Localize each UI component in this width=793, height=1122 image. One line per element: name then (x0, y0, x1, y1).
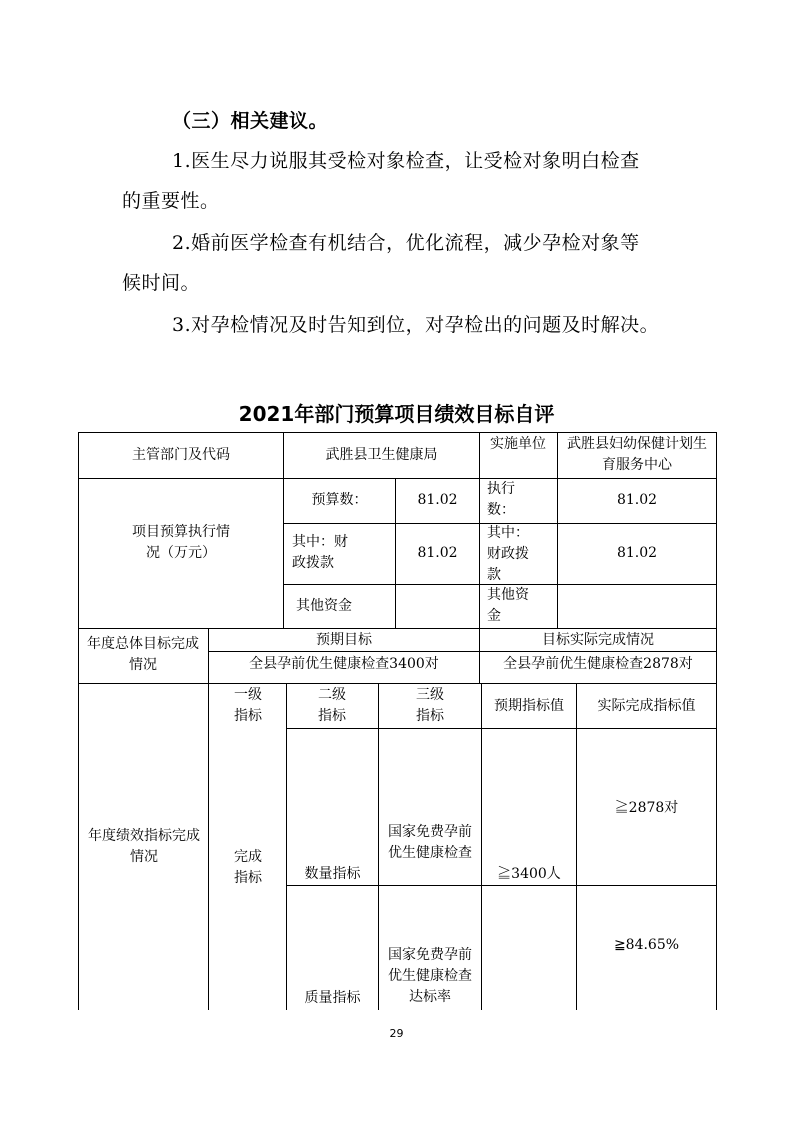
table-title: 2021年部门预算项目绩效目标自评 (238, 402, 555, 426)
impl-unit-value: 武胜县妇幼保健计划生育服务中心 (567, 436, 707, 473)
row1-level3: 国家免费孕前优生健康检查 (388, 824, 472, 861)
header-level3: 三级指标 (416, 687, 444, 724)
header-level2: 二级指标 (318, 687, 346, 724)
header-expected: 预期指标值 (494, 698, 564, 714)
dept-label: 主管部门及代码 (132, 447, 230, 463)
budget-amount-label: 预算数： (311, 492, 368, 508)
exec-amount-label: 执行数： (487, 481, 515, 518)
row2-level3: 国家免费孕前优生健康检查达标率 (388, 947, 472, 1005)
exec-amount-value: 81.02 (616, 492, 658, 508)
budget-label: 项目预算执行情况（万元） (132, 524, 230, 561)
budget-amount-value: 81.02 (417, 492, 458, 508)
dept-value: 武胜县卫生健康局 (325, 447, 438, 463)
page-number: 29 (389, 1027, 404, 1040)
row1-level2: 数量指标 (304, 866, 361, 882)
fiscal-exec-value: 81.02 (616, 545, 658, 561)
actual-goal-header: 目标实际完成情况 (542, 632, 654, 648)
fiscal-budget-label: 其中：财政拨款 (292, 534, 348, 571)
expected-goal-value: 全县孕前优生健康检查3400对 (249, 656, 439, 672)
actual-goal-value: 全县孕前优生健康检查2878对 (503, 656, 693, 672)
row2-level2: 质量指标 (304, 990, 361, 1006)
other-exec-label: 其他资金 (487, 587, 529, 624)
suggestions-heading: （三）相关建议。 (172, 110, 329, 132)
row1-actual: ≧2878对 (614, 800, 679, 816)
indicators-label: 年度绩效指标完成情况 (88, 828, 200, 865)
row2-actual: ≧84.65% (613, 937, 680, 953)
suggestion-2-line-2: 候时间。 (122, 272, 201, 294)
suggestion-1-line-1: 1.医生尽力说服其受检对象检查，让受检对象明白检查 (172, 150, 640, 172)
impl-unit-label: 实施单位 (490, 436, 546, 452)
header-actual: 实际完成指标值 (597, 698, 696, 714)
level1-completion: 完成指标 (234, 849, 262, 886)
expected-goal-header: 预期目标 (316, 632, 372, 648)
fiscal-exec-label: 其中：财政拨款 (487, 525, 529, 583)
annual-goal-label: 年度总体目标完成情况 (87, 636, 199, 673)
suggestion-2-line-1: 2.婚前医学检查有机结合，优化流程，减少孕检对象等 (172, 232, 640, 254)
suggestion-1-line-2: 的重要性。 (122, 190, 220, 212)
fiscal-budget-value: 81.02 (417, 545, 458, 561)
suggestion-3: 3.对孕检情况及时告知到位，对孕检出的问题及时解决。 (172, 314, 660, 336)
row1-expected: ≧3400人 (497, 866, 561, 882)
header-level1: 一级指标 (234, 687, 262, 724)
other-funds-label: 其他资金 (296, 598, 352, 614)
